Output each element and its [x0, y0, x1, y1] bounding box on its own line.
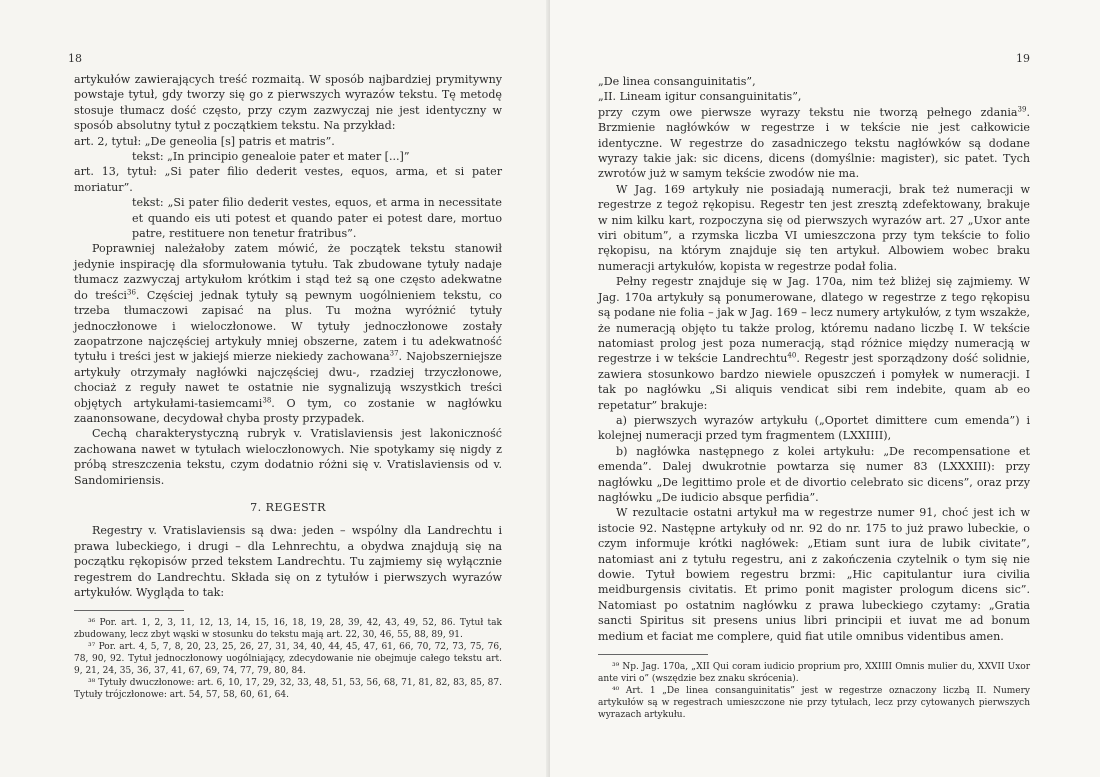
footnote-rule [74, 610, 184, 611]
regestr-list-1: „De linea consanguinitatis”, [598, 75, 756, 88]
footnote-38: ³⁸ Tytuły dwuczłonowe: art. 6, 10, 17, 29, 32, 33, 48, 51, 53, 56, 68, 71, 81, 82, 83, 85, 87. Tytuły trójczłonowe: art. 54, 57, 58, 60, 61, 64. [74, 678, 502, 701]
footnote-36: ³⁶ Por. art. 1, 2, 3, 11, 12, 13, 14, 15, 16, 18, 19, 28, 39, 42, 43, 49, 52, 86. Tytuł tak zbudowany, lecz zbyt wąski w stosunku do tekstu mają art. 22, 30, 46, 55, 88, 89, 91. [74, 618, 502, 641]
paragraph-regestr: Regestry v. Vratislaviensis są dwa: jeden – wspólny dla Landrechtu i prawa lubeckiego, i drugi – dla Lehnrechtu, a obydwa znajdują się na początku rękopisów przed tekstem Landrechtu. Tu zajmiemy się wyłącznie regestrem do Landrechtu. Składa się on z tytułów i pierwszych wyrazów artykułów. Wygląda to tak: [74, 524, 502, 599]
page-number-left: 18 [68, 52, 82, 65]
item-b: b) nagłówka następnego z kolei artykułu: „De recompensatione et emenda”. Dalej dwukrotnie powtarza się numer 83 (LXXXIII): przy nagłówku „De legittimo prole et de divortio celebrato sic dicens”, oraz przy nagłówku „De iudicio absque perfidia”. [598, 444, 1030, 504]
example-2-title-line: art. 13, tytuł: „Si pater filio dederit vestes, equos, arma, et si pater moriatur”. [74, 165, 503, 194]
footnote-39: ³⁹ Np. Jag. 170a, „XII Qui coram iudicio proprium pro, XXIIII Omnis mulier du, XXVII Uxor ante viri o” (wszędzie bez znaku skrócenia). [598, 662, 1030, 685]
paragraph-rubrics: Cechą charakterystyczną rubryk v. Vratislaviensis jest lakoniczność zachowana nawet w tytułach wieloczłonowych. Nie spotykamy się nigdy z próbą streszczenia tekstu, czym dodatnio różni się v. Vratislaviensis od v. Sandomiriensis. [74, 427, 502, 487]
page-number-right: 19 [1016, 52, 1030, 65]
footnote-ref: 38 [262, 395, 272, 404]
intro-paragraph: artykułów zawierających treść rozmaitą. W sposób najbardziej prymitywny powstaje tytuł, gdy tworzy się go z pierwszych wyrazów tekstu. Tę metodę stosuje tłumacz dość często, przy czym zazwyczaj nie jest identyczny w sposób absolutny tytuł z początkiem tekstu. Na przykład: [74, 73, 502, 133]
paragraph-jag-170a: Pełny regestr znajduje się w Jag. 170a, nim też bliżej się zajmiemy. W Jag. 170a artykuły są ponumerowane, dlatego w regestrze z tego rękopisu są podane nie folia – jak w Jag. 169 – lecz numery artykułów, z tym wszakże, że numeracją objęto tu także prolog, któremu nadano liczbę I. W tekście natomiast prolog jest poza numeracją, stąd różnice między numeracją w regestrze i w tekście Landrechtu$^{40}$. Regestr jest sporządzony dość solidnie, zawiera stosunkowo bardzo niewiele opuszczeń i pomyłek w numeracji. I tak po nagłówku „Si aliquis vendicat sibi rem indebite, quam ab eo repetatur” brakuje: [598, 275, 1030, 412]
footnote-ref: 37 [389, 349, 399, 358]
left-text-column [74, 72, 502, 701]
example-2-text-line: tekst: „Si pater filio dederit vestes, equos, et arma in necessitate et quando eis uti potest et quando pater ei potest dare, mortuo patre, restituere non tenetur fratribus”. [132, 196, 502, 241]
section-heading: 7. REGESTR [250, 500, 326, 514]
right-text-column [598, 74, 1030, 721]
example-1-title-line: art. 2, tytuł: „De geneolia [s] patris et matris”. [74, 134, 335, 148]
footnote-37: ³⁷ Por. art. 4, 5, 7, 8, 20, 23, 25, 26, 27, 31, 34, 40, 44, 45, 47, 61, 66, 70, 72, 73, 75, 76, 78, 90, 92. Tytuł jednoczłonowy uogólniający, zdecydowanie nie obejmuje całego tekstu art. 9, 21, 24, 35, 36, 37, 41, 67, 69, 74, 77, 79, 80, 84. [74, 642, 502, 677]
footnote-ref: 36 [126, 288, 136, 296]
footnote-40: ⁴⁰ Art. 1 „De linea consanguinitatis” jest w regestrze oznaczony liczbą II. Numery artykułów są w regestrach umieszczone nie przy tytułach, lecz przy cytowanych pierwszych wyrazach artykułu. [598, 686, 1030, 721]
footnote-ref: 40 [787, 351, 797, 360]
paragraph-headers: przy czym owe pierwsze wyrazy tekstu nie tworzą pełnego zdania$^{39}$. Brzmienie nagłówków w regestrze i w tekście nie jest całkowicie identyczne. W regestrze do zasadniczego tekstu nagłówków są dodane wyrazy takie jak: sic dicens, dicens (domyślnie: magister), sic patet. Tych zwrotów już w samym tekście zwodów nie ma. [598, 105, 1030, 181]
item-a: a) pierwszych wyrazów artykułu („Oportet dimittere cum emenda”) i kolejnej numeracji przed tym fragmentem (LXXIIII), [598, 413, 1030, 443]
footnote-ref: 39 [1017, 105, 1027, 114]
footnote-rule [598, 654, 708, 655]
example-1-text-line: tekst: „In principio genealoie pater et mater [...]” [132, 150, 410, 164]
paragraph-jag-169: W Jag. 169 artykuły nie posiadają numeracji, brak też numeracji w regestrze z tegoż rękopisu. Regestr ten jest zresztą zdefektowany, brakuje w nim kilku kart, rozpoczyna się od pierwszych wyrazów art. 27 „Uxor ante viri obitum”, a rzymska liczba VI umieszczona przy tym tekście to folio rękopisu, na którym znajduje się ten artykuł. Albowiem wobec braku numeracji artykułów, kopista w regestrze podał folia. [598, 182, 1030, 273]
regestr-list-2: „II. Lineam igitur consanguinitatis”, [598, 90, 802, 104]
paragraph-titles: Poprawniej należałoby zatem mówić, że początek tekstu stanowił jedynie inspirację dla sformułowania tytułu. Tak zbudowane tytuły nadaje tłumacz zazwyczaj artykułom krótkim i stąd też są one często adekwatne do treści$^{36}$. Częściej jednak tytuły są pewnym uogólnieniem tekstu, co trzeba tłumaczowi zapisać na plus. Tu można wyróżnić tytuły jednoczłonowe i wieloczłonowe. W tytuły jednoczłonowe zostały zaopatrzone najczęściej artykuły mniej obszerne, zatem i tu adekwatność tytułu i treści jest w jakiejś mierze niekiedy zachowana$^{37}$. Najobszerniejsze artykuły otrzymały nagłówki najczęściej dwu-, rzadziej trzyczłonowe, chociaż z reguły nawet te ostatnie nie sygnalizują wszystkich treści objętych artykułami-tasiemcami$^{38}$. O tym, co zostanie w nagłówku zaanonsowane, decydował chyba prosty przypadek. [74, 242, 502, 425]
paragraph-result: W rezultacie ostatni artykuł ma w regestrze numer 91, choć jest ich w istocie 92. Następne artykuły od nr. 92 do nr. 175 to już prawo lubeckie, o czym informuje krótki nagłówek: „Etiam sunt iura de lubik civitate”, natomiast ani z tytułu regestru, ani z zakończenia czytelnik o tym się nie dowie. Tytuł bowiem regestru brzmi: „Hic capitulantur iura civilia meidburgensis civitatis. Et primo ponit magister prologum dicens sic”. Natomiast po ostatnim nagłówku z prawa lubeckiego czytamy: „Gratia sancti Spiritus sit presens unius libri principii et iuvat me ad bonum medium et faciat me complere, quid fiat utile omnibus videntibus amen. [598, 506, 1030, 643]
right-page [550, 0, 1100, 777]
